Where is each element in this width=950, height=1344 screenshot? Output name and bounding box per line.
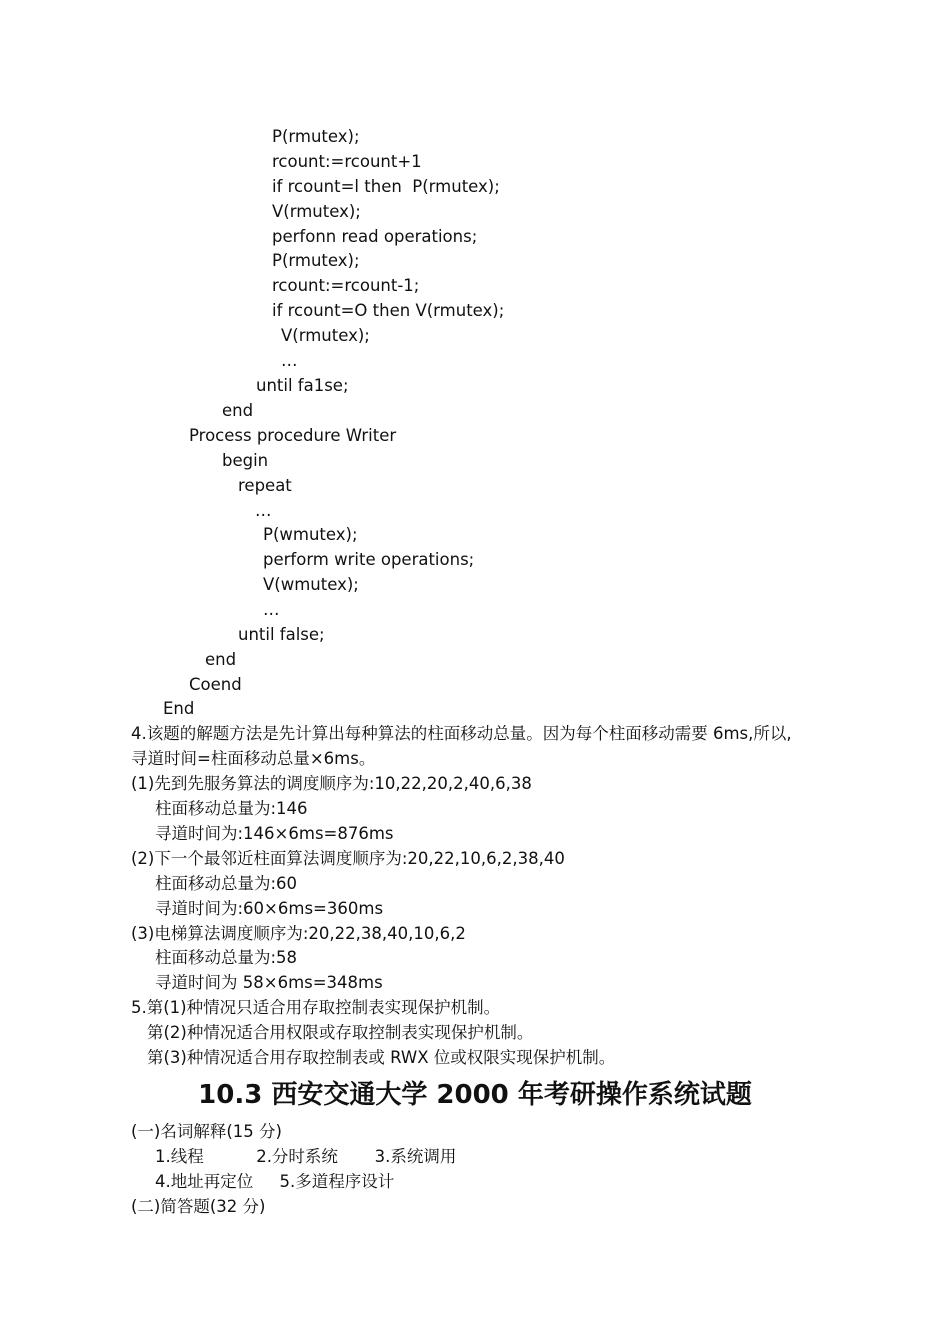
part-2-heading: (二)简答题(32 分) (131, 1197, 266, 1216)
code-line: end (205, 650, 237, 669)
answer-4-sstf-total: 柱面移动总量为:60 (155, 874, 298, 893)
code-line: … (281, 351, 298, 370)
answer-4-sstf: (2)下一个最邻近柱面算法调度顺序为:20,22,10,6,2,38,40 (131, 849, 565, 868)
code-line: end (222, 401, 254, 420)
answer-4-fcfs-time: 寻道时间为:146×6ms=876ms (155, 824, 394, 843)
answer-4-intro-cont: 寻道时间=柱面移动总量×6ms。 (131, 749, 376, 768)
section-title: 10.3 西安交通大学 2000 年考研操作系统试题 (198, 1080, 752, 1110)
code-line: V(wmutex); (263, 575, 359, 594)
answer-5-case-3: 第(3)种情况适合用存取控制表或 RWX 位或权限实现保护机制。 (147, 1048, 616, 1067)
code-line: P(rmutex); (272, 251, 360, 270)
code-line: Process procedure Writer (189, 426, 397, 445)
answer-5-case-1: 5.第(1)种情况只适合用存取控制表实现保护机制。 (131, 998, 501, 1017)
code-line: repeat (238, 476, 292, 495)
code-line: rcount:=rcount-1; (272, 276, 420, 295)
code-line: … (263, 600, 280, 619)
code-line: Coend (189, 675, 242, 694)
code-line: if rcount=O then V(rmutex); (272, 301, 505, 320)
code-line: V(rmutex); (272, 202, 361, 221)
code-line: V(rmutex); (281, 326, 370, 345)
answer-4-elevator: (3)电梯算法调度顺序为:20,22,38,40,10,6,2 (131, 924, 466, 943)
part-1-heading: (一)名词解释(15 分) (131, 1122, 282, 1141)
answer-5-case-2: 第(2)种情况适合用权限或存取控制表实现保护机制。 (147, 1023, 534, 1042)
code-line: until false; (238, 625, 325, 644)
answer-4-fcfs: (1)先到先服务算法的调度顺序为:10,22,20,2,40,6,38 (131, 774, 532, 793)
terms-row-2: 4.地址再定位 5.多道程序设计 (155, 1172, 395, 1191)
code-line: P(wmutex); (263, 525, 358, 544)
code-line: rcount:=rcount+1 (272, 152, 422, 171)
code-line: until fa1se; (256, 376, 349, 395)
code-line: P(rmutex); (272, 127, 360, 146)
answer-4-sstf-time: 寻道时间为:60×6ms=360ms (155, 899, 384, 918)
terms-row-1: 1.线程 2.分时系统 3.系统调用 (155, 1147, 457, 1166)
answer-4-intro: 4.该题的解题方法是先计算出每种算法的柱面移动总量。因为每个柱面移动需要 6ms,所以, (131, 724, 792, 743)
answer-4-elevator-time: 寻道时间为 58×6ms=348ms (155, 973, 383, 992)
code-line: begin (222, 451, 269, 470)
code-line: if rcount=l then P(rmutex); (272, 177, 500, 196)
answer-4-elevator-total: 柱面移动总量为:58 (155, 948, 298, 967)
code-line: perfonn read operations; (272, 227, 478, 246)
code-line: … (255, 501, 272, 520)
answer-4-fcfs-total: 柱面移动总量为:146 (155, 799, 308, 818)
code-line: perform write operations; (263, 550, 475, 569)
code-line: End (163, 699, 195, 718)
